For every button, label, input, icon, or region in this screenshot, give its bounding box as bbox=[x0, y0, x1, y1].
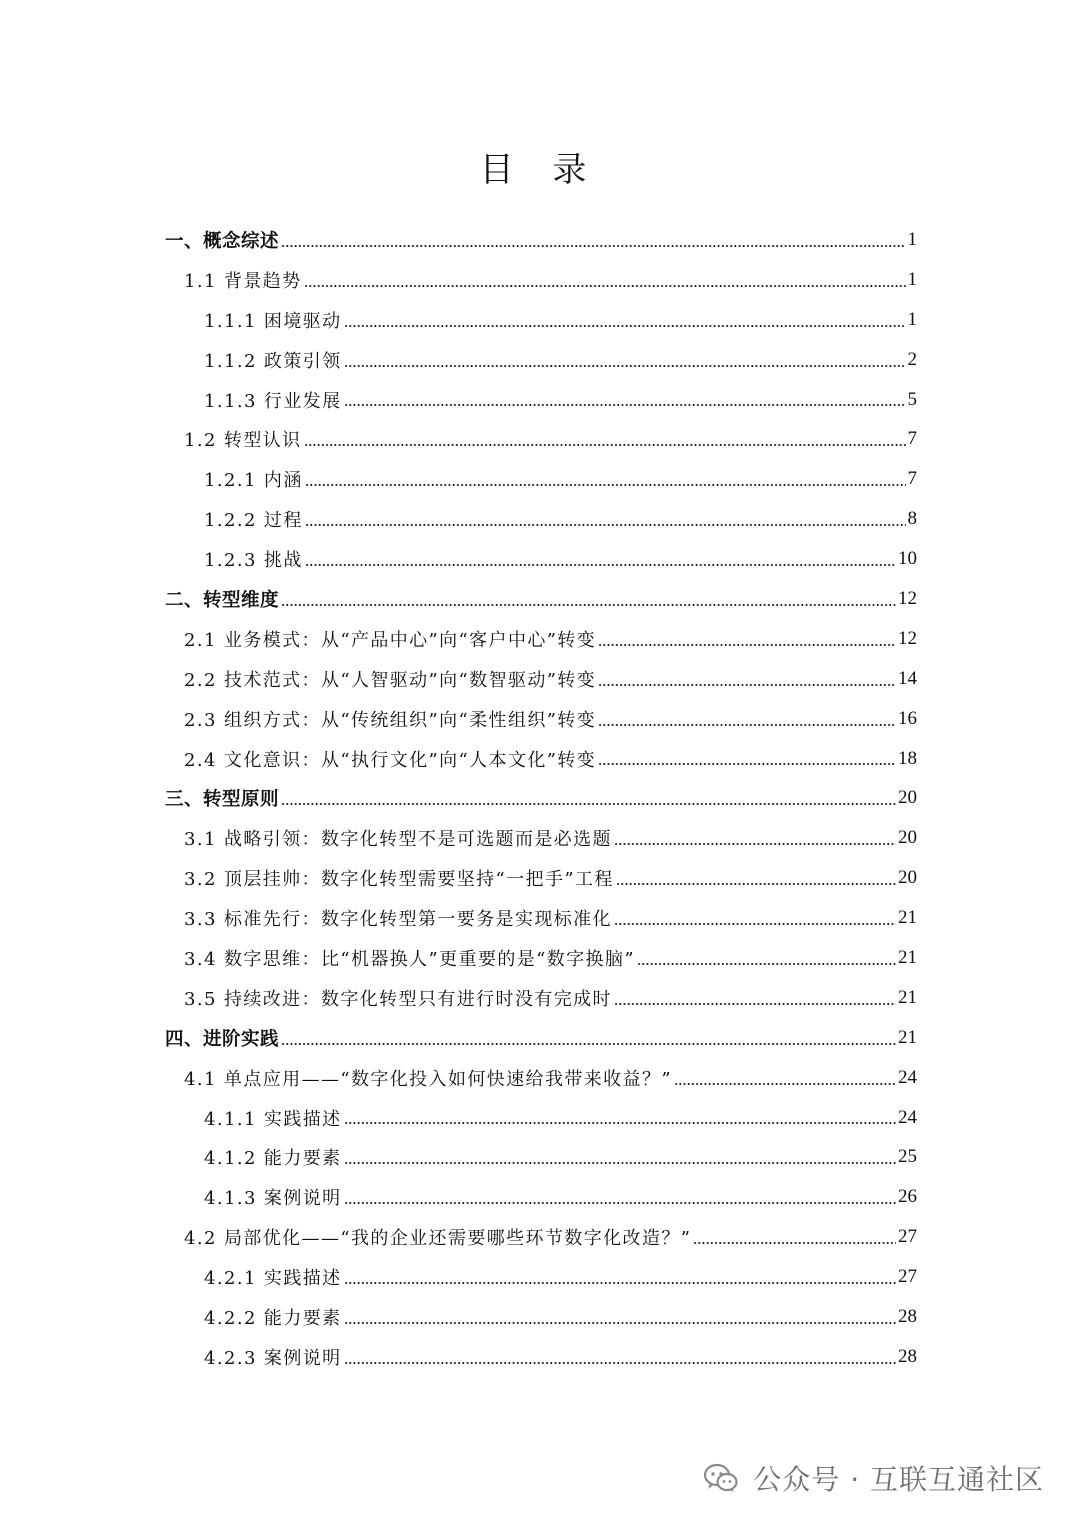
toc-entry-page: 21 bbox=[898, 1026, 917, 1048]
toc-entry-label: 1.1.3 行业发展 bbox=[204, 390, 342, 412]
toc-entry-page: 7 bbox=[907, 468, 917, 490]
toc-entry-label: 三、转型原则 bbox=[165, 789, 280, 811]
toc-entry-label: 4.1.2 能力要素 bbox=[204, 1148, 342, 1170]
toc-dot-leader bbox=[305, 484, 906, 486]
toc-entry[interactable] bbox=[0, 1337, 1080, 1377]
toc-entry[interactable] bbox=[0, 499, 1080, 539]
toc-entry[interactable] bbox=[0, 1257, 1080, 1297]
toc-entry-page: 24 bbox=[898, 1066, 917, 1088]
toc-dot-leader bbox=[344, 1122, 896, 1124]
toc-entry[interactable] bbox=[0, 1018, 1080, 1058]
toc-entry-label: 1.1.1 困境驱动 bbox=[204, 310, 342, 332]
toc-entry-label: 二、转型维度 bbox=[165, 589, 280, 611]
toc-dot-leader bbox=[344, 404, 906, 406]
toc-entry-label: 4.2.3 案例说明 bbox=[204, 1347, 342, 1369]
toc-entry-label: 4.2 局部优化——“我的企业还需要哪些环节数字化改造？” bbox=[184, 1228, 692, 1250]
toc-entry[interactable] bbox=[0, 1058, 1080, 1098]
toc-dot-leader bbox=[281, 604, 896, 606]
toc-entry-label: 1.2.2 过程 bbox=[204, 510, 303, 532]
toc-dot-leader bbox=[344, 1202, 896, 1204]
toc-entry-page: 2 bbox=[907, 348, 917, 370]
toc-entry-page: 1 bbox=[907, 228, 917, 250]
toc-entry[interactable] bbox=[0, 739, 1080, 779]
toc-entry-page: 7 bbox=[907, 428, 917, 450]
toc-dot-leader bbox=[344, 1362, 896, 1364]
toc-dot-leader bbox=[281, 803, 896, 805]
toc-dot-leader bbox=[614, 1003, 896, 1005]
toc-dot-leader bbox=[616, 883, 896, 885]
toc-entry-label: 3.1 战略引领：数字化转型不是可选题而是必选题 bbox=[184, 829, 612, 851]
toc-entry-page: 28 bbox=[898, 1345, 917, 1367]
toc-entry[interactable] bbox=[0, 818, 1080, 858]
toc-dot-leader bbox=[304, 285, 906, 287]
toc-entry-page: 24 bbox=[898, 1106, 917, 1128]
toc-entry[interactable] bbox=[0, 1217, 1080, 1257]
toc-entry-page: 21 bbox=[898, 907, 917, 929]
toc-entry-label: 四、进阶实践 bbox=[165, 1028, 280, 1050]
toc-entry-page: 25 bbox=[898, 1146, 917, 1168]
toc-entry-label: 2.2 技术范式：从“人智驱动”向“数智驱动”转变 bbox=[184, 669, 597, 691]
toc-dot-leader bbox=[614, 923, 896, 925]
toc-entry[interactable] bbox=[0, 778, 1080, 818]
page-title: 目 录 bbox=[479, 150, 601, 190]
toc-entry-label: 2.4 文化意识：从“执行文化”向“人本文化”转变 bbox=[184, 749, 597, 771]
toc-dot-leader bbox=[598, 763, 896, 765]
toc-dot-leader bbox=[598, 724, 896, 726]
toc-entry[interactable] bbox=[0, 419, 1080, 459]
toc-entry-label: 2.1 业务模式：从“产品中心”向“客户中心”转变 bbox=[184, 629, 597, 651]
toc-entry[interactable] bbox=[0, 380, 1080, 420]
toc-dot-leader bbox=[344, 365, 906, 367]
toc-dot-leader bbox=[674, 1083, 896, 1085]
toc-entry-label: 2.3 组织方式：从“传统组织”向“柔性组织”转变 bbox=[184, 709, 597, 731]
toc-dot-leader bbox=[344, 1282, 896, 1284]
toc-dot-leader bbox=[344, 1162, 896, 1164]
toc-entry[interactable] bbox=[0, 619, 1080, 659]
toc-entry-page: 1 bbox=[907, 268, 917, 290]
toc-dot-leader bbox=[598, 644, 896, 646]
toc-entry-page: 10 bbox=[898, 548, 917, 570]
toc-dot-leader bbox=[281, 245, 905, 247]
toc-entry-label: 1.2 转型认识 bbox=[184, 430, 302, 452]
toc-dot-leader bbox=[304, 444, 906, 446]
toc-entry-page: 16 bbox=[898, 707, 917, 729]
toc-entry-label: 4.2.1 实践描述 bbox=[204, 1268, 342, 1290]
toc-entry-label: 1.1 背景趋势 bbox=[184, 270, 302, 292]
toc-entry-page: 21 bbox=[898, 946, 917, 968]
toc-dot-leader bbox=[693, 1242, 896, 1244]
toc-dot-leader bbox=[637, 963, 896, 965]
toc-dot-leader bbox=[305, 524, 906, 526]
toc-entry-page: 18 bbox=[898, 747, 917, 769]
toc-entry-page: 8 bbox=[907, 508, 917, 530]
toc-entry-label: 3.5 持续改进：数字化转型只有进行时没有完成时 bbox=[184, 988, 612, 1010]
toc-entry[interactable] bbox=[0, 938, 1080, 978]
toc-entry-label: 3.2 顶层挂帅：数字化转型需要坚持“一把手”工程 bbox=[184, 869, 614, 891]
toc-dot-leader bbox=[305, 564, 896, 566]
toc-entry[interactable] bbox=[0, 459, 1080, 499]
toc-entry-page: 27 bbox=[898, 1226, 917, 1248]
toc-dot-leader bbox=[614, 843, 896, 845]
toc-entry-label: 4.1.1 实践描述 bbox=[204, 1108, 342, 1130]
watermark bbox=[703, 1458, 1044, 1498]
toc-entry-page: 20 bbox=[898, 867, 917, 889]
wechat-icon bbox=[703, 1463, 739, 1493]
toc-entry-page: 20 bbox=[898, 787, 917, 809]
toc-entry-label: 4.1 单点应用——“数字化投入如何快速给我带来收益？” bbox=[184, 1068, 672, 1090]
toc-entry[interactable] bbox=[0, 539, 1080, 579]
toc-entry-label: 1.2.3 挑战 bbox=[204, 550, 303, 572]
toc-dot-leader bbox=[281, 1043, 896, 1045]
toc-entry[interactable] bbox=[0, 858, 1080, 898]
toc-entry-page: 20 bbox=[898, 827, 917, 849]
toc-entry[interactable] bbox=[0, 1177, 1080, 1217]
toc-entry[interactable] bbox=[0, 340, 1080, 380]
toc-entry[interactable] bbox=[0, 300, 1080, 340]
toc-entry[interactable] bbox=[0, 260, 1080, 300]
toc-entry-label: 1.1.2 政策引领 bbox=[204, 350, 342, 372]
toc-entry-label: 3.4 数字思维：比“机器换人”更重要的是“数字换脑” bbox=[184, 948, 635, 970]
toc-entry-label: 3.3 标准先行：数字化转型第一要务是实现标准化 bbox=[184, 909, 612, 931]
toc-dot-leader bbox=[344, 1322, 896, 1324]
toc-entry-label: 4.1.3 案例说明 bbox=[204, 1188, 342, 1210]
toc-entry[interactable] bbox=[0, 978, 1080, 1018]
toc-entry[interactable] bbox=[0, 898, 1080, 938]
toc-entry[interactable] bbox=[0, 1098, 1080, 1138]
toc-dot-leader bbox=[344, 325, 906, 327]
toc-entry[interactable] bbox=[0, 220, 1080, 260]
toc-dot-leader bbox=[598, 684, 896, 686]
toc-entry-page: 27 bbox=[898, 1266, 917, 1288]
toc-entry-page: 21 bbox=[898, 986, 917, 1008]
toc-entry-label: 一、概念综述 bbox=[165, 230, 280, 252]
toc-entry[interactable] bbox=[0, 659, 1080, 699]
toc-entry-label: 4.2.2 能力要素 bbox=[204, 1307, 342, 1329]
toc-entry-label: 1.2.1 内涵 bbox=[204, 470, 303, 492]
watermark-text: 公众号 · 互联互通社区 bbox=[753, 1463, 1044, 1496]
table-of-contents bbox=[0, 220, 1080, 1377]
toc-entry[interactable] bbox=[0, 1297, 1080, 1337]
toc-entry[interactable] bbox=[0, 699, 1080, 739]
toc-entry-page: 28 bbox=[898, 1305, 917, 1327]
toc-entry-page: 1 bbox=[907, 308, 917, 330]
toc-entry-page: 12 bbox=[898, 627, 917, 649]
toc-entry-page: 14 bbox=[898, 667, 917, 689]
toc-entry[interactable] bbox=[0, 579, 1080, 619]
toc-entry-page: 12 bbox=[898, 587, 917, 609]
toc-entry-page: 26 bbox=[898, 1186, 917, 1208]
toc-entry-page: 5 bbox=[907, 388, 917, 410]
toc-entry[interactable] bbox=[0, 1137, 1080, 1177]
